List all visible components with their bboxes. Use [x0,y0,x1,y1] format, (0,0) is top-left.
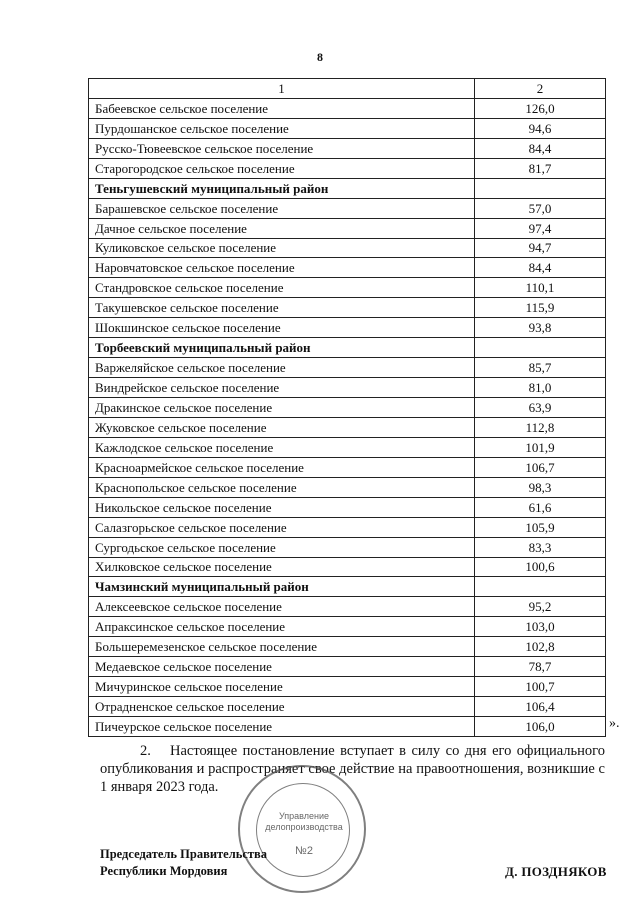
value-cell: 81,0 [475,378,606,398]
settlement-name-cell: Наровчатовское сельское поселение [89,258,475,278]
table-row [89,218,606,238]
table-row [89,398,606,418]
settlement-name-cell: Шокшинское сельское поселение [89,318,475,338]
settlement-name-cell: Такушевское сельское поселение [89,298,475,318]
page-number: 8 [317,50,323,64]
value-cell [475,178,606,198]
value-cell: 106,0 [475,717,606,737]
value-cell: 103,0 [475,617,606,637]
district-row [89,577,606,597]
value-cell: 57,0 [475,198,606,218]
value-cell: 84,4 [475,138,606,158]
settlement-name-cell: Отрадненское сельское поселение [89,697,475,717]
settlement-name-cell: Бабеевское сельское поселение [89,98,475,118]
signature-position [100,846,267,880]
district-row [89,178,606,198]
settlement-name-cell: Варжеляйское сельское поселение [89,358,475,378]
table-row [89,637,606,657]
value-cell: 85,7 [475,358,606,378]
value-cell: 93,8 [475,318,606,338]
paragraph-2 [100,742,605,796]
value-cell: 105,9 [475,517,606,537]
settlement-name-cell: Жуковское сельское поселение [89,417,475,437]
settlement-name-cell: Красноармейское сельское поселение [89,457,475,477]
value-cell: 106,7 [475,457,606,477]
table-row [89,198,606,218]
table-row [89,697,606,717]
table-row [89,158,606,178]
district-name-cell: Торбеевский муниципальный район [89,338,475,358]
settlement-name-cell: Русско-Тювеевское сельское поселение [89,138,475,158]
table-row [89,437,606,457]
value-cell: 94,7 [475,238,606,258]
value-cell: 100,6 [475,557,606,577]
table-row [89,717,606,737]
table-row [89,378,606,398]
settlement-name-cell: Краснопольское сельское поселение [89,477,475,497]
value-cell: 98,3 [475,477,606,497]
settlement-name-cell: Большеремезенское сельское поселение [89,637,475,657]
header-cell-2: 2 [475,79,606,99]
table-body [89,79,606,737]
district-name-cell: Чамзинский муниципальный район [89,577,475,597]
value-cell: 97,4 [475,218,606,238]
table-row [89,497,606,517]
value-cell: 126,0 [475,98,606,118]
value-cell: 100,7 [475,677,606,697]
table-row [89,557,606,577]
stamp-number: №2 [295,845,313,857]
table-header-row [89,79,606,99]
district-name-cell: Теньгушевский муниципальный район [89,178,475,198]
value-cell [475,577,606,597]
header-cell-1: 1 [89,79,475,99]
table-row [89,517,606,537]
paragraph-text: Настоящее постановление вступает в силу со дня его официального опубликования и распространяет свое действие на правоотношения, возникшие с 1 января 2023 года. [100,743,605,795]
value-cell: 61,6 [475,497,606,517]
table-row [89,457,606,477]
stamp-line-1: Управление [278,811,330,821]
value-cell: 78,7 [475,657,606,677]
value-cell: 106,4 [475,697,606,717]
value-cell: 102,8 [475,637,606,657]
settlement-name-cell: Дракинское сельское поселение [89,398,475,418]
settlement-name-cell: Сургодьское сельское поселение [89,537,475,557]
table-row [89,98,606,118]
signature-name: Д. ПОЗДНЯКОВ [505,864,607,879]
settlement-name-cell: Стандровское сельское поселение [89,278,475,298]
settlement-name-cell: Мичуринское сельское поселение [89,677,475,697]
signature-position-line-1: Председатель Правительства [100,847,268,861]
district-row [89,338,606,358]
table-row [89,258,606,278]
stamp-text [240,811,368,833]
value-cell [475,338,606,358]
settlement-name-cell: Медаевское сельское поселение [89,657,475,677]
value-cell: 110,1 [475,278,606,298]
table-row [89,597,606,617]
settlement-name-cell: Старогородское сельское поселение [89,158,475,178]
stamp-line-2: делопроизводства [265,822,343,832]
value-cell: 95,2 [475,597,606,617]
settlement-name-cell: Дачное сельское поселение [89,218,475,238]
table-row [89,118,606,138]
value-cell: 81,7 [475,158,606,178]
table-row [89,278,606,298]
table-row [89,677,606,697]
value-cell: 63,9 [475,398,606,418]
table-row [89,417,606,437]
settlement-name-cell: Пурдошанское сельское поселение [89,118,475,138]
paragraph-number: 2. [140,743,151,759]
table-row [89,238,606,258]
settlement-name-cell: Салазгорьское сельское поселение [89,517,475,537]
value-cell: 83,3 [475,537,606,557]
settlement-name-cell: Виндрейское сельское поселение [89,378,475,398]
table-row [89,537,606,557]
table-row [89,298,606,318]
value-cell: 84,4 [475,258,606,278]
table-row [89,657,606,677]
closing-quote: ». [609,716,620,731]
signature-position-line-2: Республики Мордовия [100,864,228,878]
settlement-name-cell: Пичеурское сельское поселение [89,717,475,737]
settlement-name-cell: Куликовское сельское поселение [89,238,475,258]
table-row [89,477,606,497]
table-row [89,138,606,158]
table-row [89,617,606,637]
settlement-name-cell: Барашевское сельское поселение [89,198,475,218]
settlement-name-cell: Никольское сельское поселение [89,497,475,517]
table-row [89,358,606,378]
settlement-name-cell: Алексеевское сельское поселение [89,597,475,617]
data-table [88,78,606,737]
settlement-name-cell: Хилковское сельское поселение [89,557,475,577]
value-cell: 101,9 [475,437,606,457]
value-cell: 115,9 [475,298,606,318]
value-cell: 112,8 [475,417,606,437]
settlement-name-cell: Кажлодское сельское поселение [89,437,475,457]
value-cell: 94,6 [475,118,606,138]
table-row [89,318,606,338]
settlement-name-cell: Апраксинское сельское поселение [89,617,475,637]
